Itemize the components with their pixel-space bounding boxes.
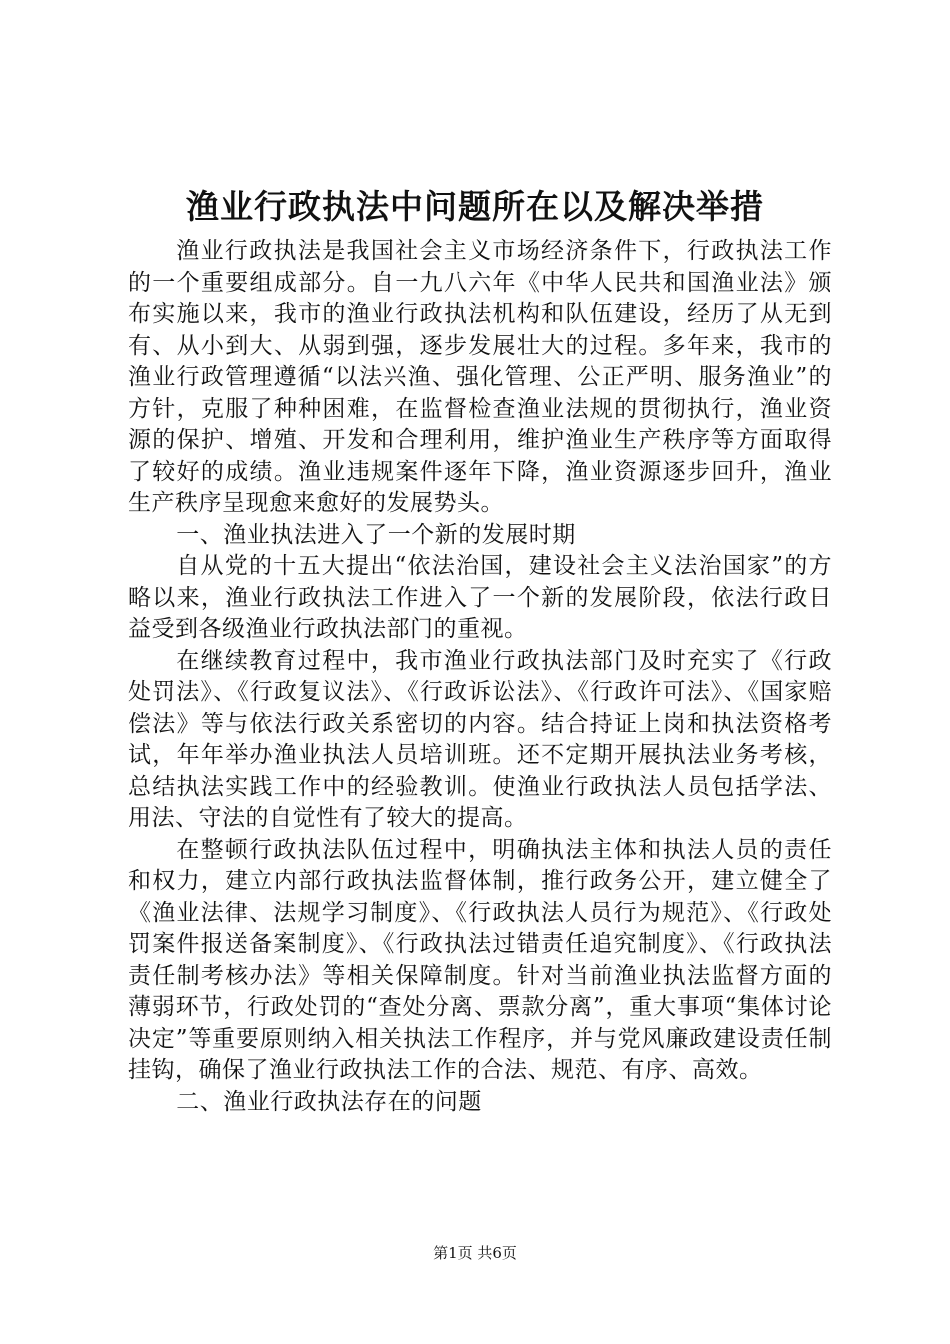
paragraph-education: 在继续教育过程中，我市渔业行政执法部门及时充实了《行政处罚法》、《行政复议法》、《行政诉讼法》、《行政许可法》、《国家赔偿法》等与依法行政关系密切的内容。结合持证上岗和执法资格考试，年年举办渔业执法人员培训班。还不定期开展执法业务考核，总结执法实践工作中的经验教训。使渔业行政执法人员包括学法、用法、守法的自觉性有了较大的提高。 [128, 647, 832, 831]
page-title: 渔业行政执法中问题所在以及解决举措 [186, 187, 764, 226]
section-heading-2: 二、渔业行政执法存在的问题 [176, 1088, 482, 1115]
paragraph-intro: 渔业行政执法是我国社会主义市场经济条件下，行政执法工作的一个重要组成部分。自一九八六年《中华人民共和国渔业法》颁布实施以来，我市的渔业行政执法机构和队伍建设，经历了从无到有、从小到大、从弱到强，逐步发展壮大的过程。多年来，我市的渔业行政管理遵循“以法兴渔、强化管理、公正严明、服务渔业”的方针，克服了种种困难，在监督检查渔业法规的贯彻执行，渔业资源的保护、增殖、开发和合理利用，维护渔业生产秩序等方面取得了较好的成绩。渔业违规案件逐年下降，渔业资源逐步回升，渔业生产秩序呈现愈来愈好的发展势头。 [128, 238, 832, 516]
page-footer: 第1页 共6页 [433, 1244, 517, 1262]
paragraph-team-rectification: 在整顿行政执法队伍过程中，明确执法主体和执法人员的责任和权力，建立内部行政执法监督体制，推行政务公开，建立健全了《渔业法律、法规学习制度》、《行政执法人员行为规范》、《行政处罚案件报送备案制度》、《行政执法过错责任追究制度》、《行政执法责任制考核办法》等相关保障制度。针对当前渔业执法监督方面的薄弱环节，行政处罚的“查处分离、票款分离”，重大事项“集体讨论决定”等重要原则纳入相关执法工作程序，并与党风廉政建设责任制挂钩，确保了渔业行政执法工作的合法、规范、有序、高效。 [128, 836, 832, 1083]
section-heading-1: 一、渔业执法进入了一个新的发展时期 [176, 521, 576, 548]
document-body [128, 236, 832, 1118]
paragraph-rule-of-law: 自从党的十五大提出“依法治国，建设社会主义法治国家”的方略以来，渔业行政执法工作进入了一个新的发展阶段，依法行政日益受到各级渔业行政执法部门的重视。 [128, 553, 832, 642]
